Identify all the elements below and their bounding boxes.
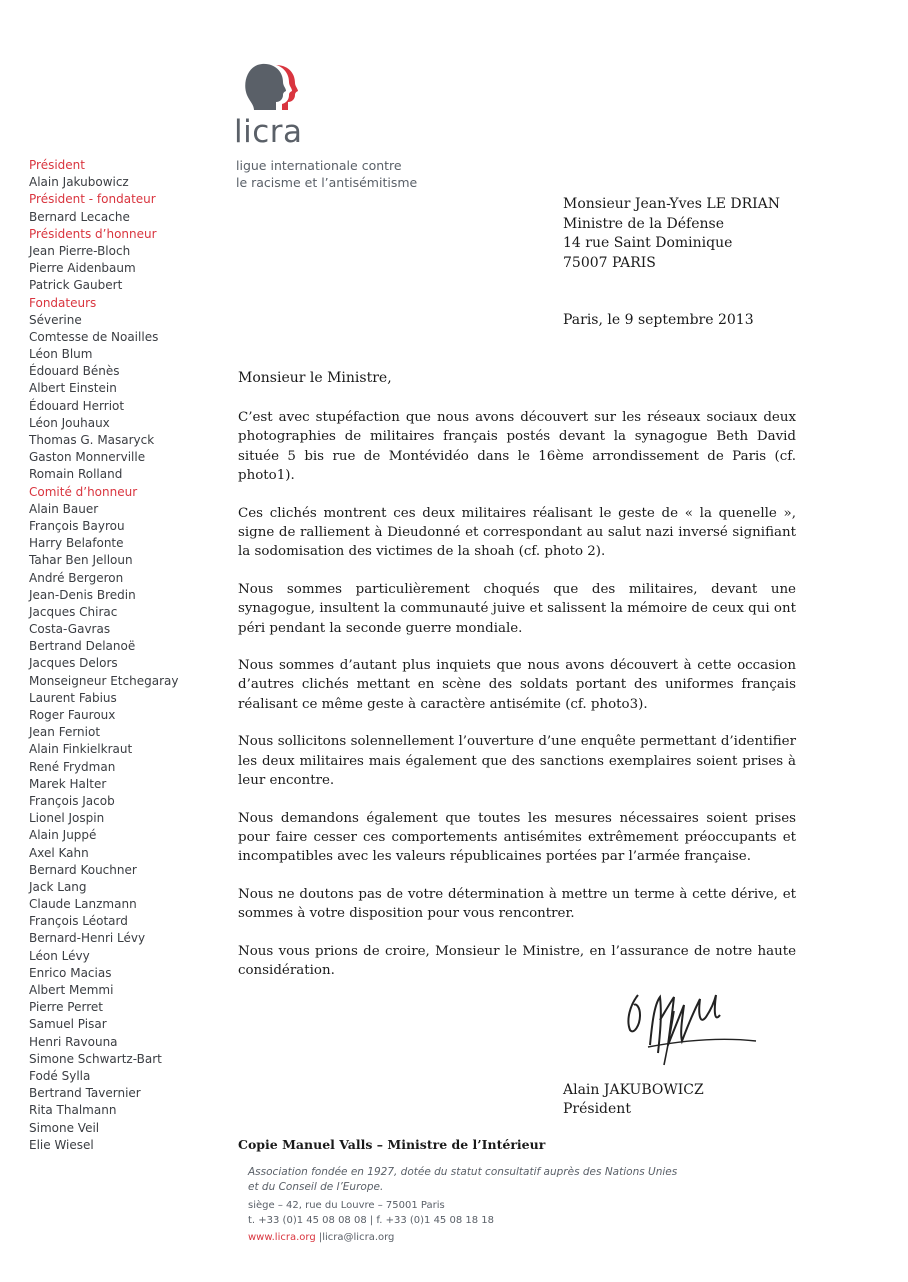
sidebar-name: André Bergeron <box>29 570 124 585</box>
logo-tagline: ligue internationale contre le racisme et l’antisémitisme <box>236 158 418 190</box>
sidebar-name: Albert Memmi <box>29 983 114 997</box>
sidebar-name: Lionel Jospin <box>29 811 105 826</box>
sidebar-name: Bertrand Delanoë <box>29 639 136 654</box>
paragraph: Nous sommes d’autant plus inquiets que nous avons découvert à cette occasion d’autres clichés mettant en scène des soldats portant des uniformes français réalisant ce même geste à caractère antisémite (cf. photo3). <box>238 658 796 712</box>
signer-name: Alain JAKUBOWICZ <box>563 1082 704 1098</box>
sidebar-name: Simone Schwartz-Bart <box>29 1051 162 1066</box>
recipient-name: Monsieur Jean-Yves LE DRIAN <box>563 196 781 212</box>
phone-line: t. +33 (0)1 45 08 08 08 | f. +33 (0)1 45 08 18 18 <box>248 1215 495 1226</box>
letter-body <box>238 408 796 998</box>
sidebar-name: Tahar Ben Jelloun <box>29 553 133 568</box>
sidebar-name: Alain Bauer <box>29 501 99 516</box>
copy-to: Copie Manuel Valls – Ministre de l’Intérieur <box>238 1137 546 1152</box>
paragraph: Nous vous prions de croire, Monsieur le Ministre, en l’assurance de notre haute considération. <box>238 943 796 978</box>
sidebar-name: Simone Veil <box>29 1120 100 1135</box>
website-link[interactable]: www.licra.org <box>248 1232 316 1243</box>
sidebar-name: Comtesse de Noailles <box>29 329 159 344</box>
sidebar-name: Léon Blum <box>29 347 93 362</box>
paragraph: C’est avec stupéfaction que nous avons découvert sur les réseaux sociaux deux photographies de militaires français postés devant la synagogue Beth David située 5 bis rue de Montévidéo dans le 16ème arrondissement de Paris (cf. photo1). <box>238 410 796 484</box>
sidebar-name: Harry Belafonte <box>29 536 124 551</box>
logo-wordmark: licra <box>234 114 303 150</box>
sidebar-name: Enrico Macias <box>29 965 112 980</box>
sidebar-section-heading: Présidents d’honneur <box>29 226 157 241</box>
separator: | <box>318 1232 323 1243</box>
sidebar-name: Édouard Herriot <box>29 398 125 413</box>
sidebar-name: Albert Einstein <box>29 381 117 396</box>
sidebar-section-heading: Comité d’honneur <box>29 484 138 499</box>
paragraph: Nous ne doutons pas de votre détermination à mettre un terme à cette dérive, et sommes à votre disposition pour vous rencontrer. <box>238 886 796 922</box>
sidebar-name: Axel Kahn <box>29 845 89 860</box>
sidebar-name: Claude Lanzmann <box>29 897 137 912</box>
sidebar-name: René Frydman <box>29 759 116 774</box>
sidebar-name: François Jacob <box>29 793 115 808</box>
sidebar-name: Bernard-Henri Lévy <box>29 931 146 946</box>
sidebar-name: Laurent Fabius <box>29 690 117 705</box>
sidebar-name: Gaston Monnerville <box>29 450 146 465</box>
sidebar-name: François Léotard <box>29 914 128 929</box>
sidebar-name: Alain Juppé <box>29 828 97 843</box>
sidebar-name: Thomas G. Masaryck <box>29 433 155 447</box>
sidebar-name: Pierre Aidenbaum <box>29 261 136 276</box>
recipient-street: 14 rue Saint Dominique <box>563 235 733 251</box>
sidebar-name: Jacques Chirac <box>29 604 118 619</box>
sidebar-name: Monseigneur Etchegaray <box>29 673 179 688</box>
sidebar-name: Alain Jakubowicz <box>29 175 129 190</box>
sidebar-name: Rita Thalmann <box>29 1103 117 1118</box>
handwritten-signature <box>610 975 760 1085</box>
sidebar-name: Jack Lang <box>29 879 87 894</box>
salutation: Monsieur le Ministre, <box>238 370 392 386</box>
sidebar-name: Samuel Pisar <box>29 1017 107 1032</box>
paragraph: Nous sollicitons solennellement l’ouverture d’une enquête permettant d’identifier les deux militaires mais également que des sanctions exemplaires soient prises à leur encontre. <box>238 734 796 789</box>
sidebar-section-heading: Président - fondateur <box>29 192 156 207</box>
email-link[interactable]: licra@licra.org <box>322 1232 395 1243</box>
sidebar-name: Henri Ravouna <box>29 1034 118 1049</box>
sidebar-name: Bertrand Tavernier <box>29 1086 141 1101</box>
sidebar-name: Marek Halter <box>29 776 107 791</box>
sidebar-section-heading: Fondateurs <box>29 295 97 310</box>
paragraph: Nous sommes particulièrement choqués que des militaires, devant une synagogue, insultent la communauté juive et salissent la mémoire de ceux qui ont péri pendant la seconde guerre mondiale. <box>238 581 796 636</box>
sidebar-name: Bernard Kouchner <box>29 862 137 877</box>
sidebar-name: Léon Lévy <box>29 948 90 963</box>
sidebar-name: Alain Finkielkraut <box>29 742 133 757</box>
sidebar-name: Jean Pierre-Bloch <box>29 243 131 258</box>
signer-block <box>563 1081 704 1119</box>
paragraph: Nous demandons également que toutes les mesures nécessaires soient prises pour faire cesser ces comportements antisémites extrêmement préoccupants et incompatibles avec les valeurs républicaines portées par l’armée française. <box>238 810 796 865</box>
sidebar-name: Patrick Gaubert <box>29 278 123 293</box>
paragraph: Ces clichés montrent ces deux militaires réalisant le geste de « la quenelle », signe de ralliement à Dieudonné et correspondant au salut nazi inversé signifiant la sodomisation des victimes de la shoah (cf. photo 2). <box>238 505 796 560</box>
sidebar-name: Costa-Gavras <box>29 622 111 637</box>
letterhead-footer <box>248 1165 728 1243</box>
recipient-address <box>563 195 780 273</box>
profiles-logo-icon <box>240 62 306 112</box>
sidebar-name: Elie Wiesel <box>29 1137 94 1152</box>
sidebar-name: Léon Jouhaux <box>29 415 110 430</box>
officers-sidebar <box>29 157 219 1154</box>
letter-date: Paris, le 9 septembre 2013 <box>563 312 754 328</box>
sidebar-name: Bernard Lecache <box>29 209 130 224</box>
licra-logo <box>234 62 324 152</box>
sidebar-name: Pierre Perret <box>29 1000 103 1015</box>
sidebar-name: Jacques Delors <box>29 656 118 671</box>
web-line <box>248 1232 728 1243</box>
sidebar-section-heading: Président <box>29 158 85 172</box>
sidebar-name: Fodé Sylla <box>29 1068 91 1083</box>
sidebar-name: Édouard Bénès <box>29 364 120 379</box>
sidebar-name: Jean-Denis Bredin <box>29 587 136 602</box>
recipient-title: Ministre de la Défense <box>563 215 724 232</box>
sidebar-name: Jean Ferniot <box>29 725 101 740</box>
sidebar-name: Roger Fauroux <box>29 708 116 722</box>
address-block <box>248 1198 728 1228</box>
signer-title: Président <box>563 1101 631 1117</box>
sidebar-name: Romain Rolland <box>29 467 123 482</box>
recipient-city: 75007 PARIS <box>563 254 656 271</box>
sidebar-name: Séverine <box>29 312 82 327</box>
association-note: Association fondée en 1927, dotée du statut consultatif auprès des Nations Unies et du Conseil de l’Europe. <box>248 1166 678 1193</box>
address-line: siège – 42, rue du Louvre – 75001 Paris <box>248 1200 445 1211</box>
sidebar-name: François Bayrou <box>29 518 125 533</box>
